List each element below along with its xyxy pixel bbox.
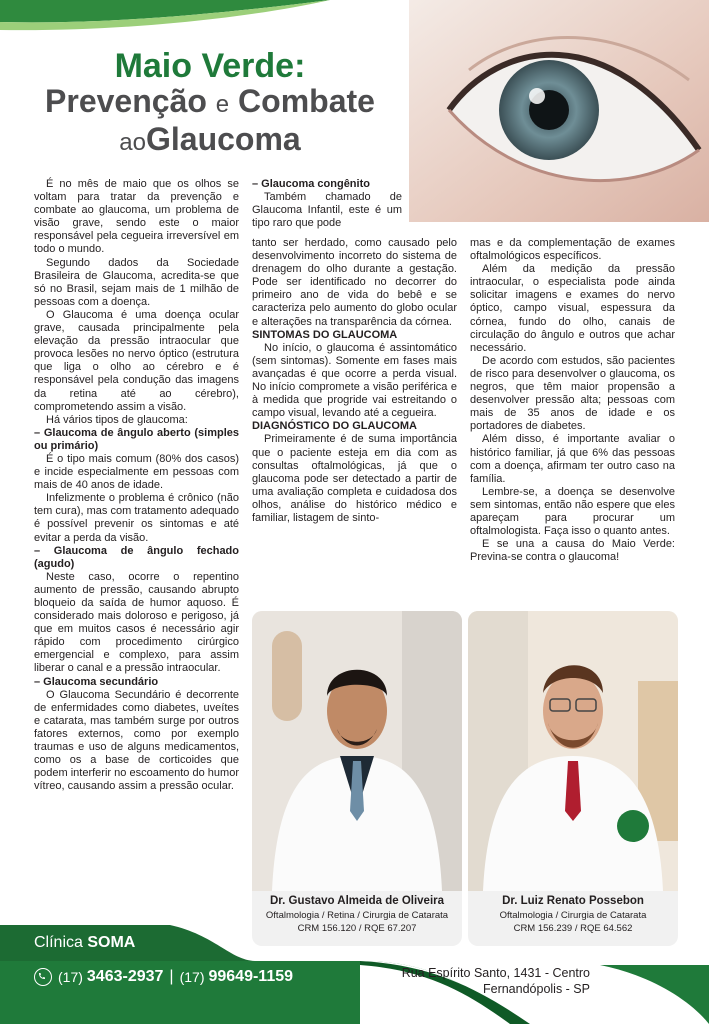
doctor-photo-1 (252, 611, 462, 891)
article-column-2-top (252, 178, 402, 230)
paragraph: De acordo com estudos, são pacientes de risco para desenvolver o glaucoma, os negros, que têm maior propensão a desenvolver pressão alta; pessoas com mais de 35 anos de idade e os portadores de diabetes. (470, 354, 675, 433)
paragraph: Infelizmente o problema é crônico (não tem cura), mas com tratamento adequado é possível prevenir os sintomas e até evitar a perda da visão. (34, 492, 239, 544)
article-column-1 (34, 178, 239, 793)
paragraph: Neste caso, ocorre o repentino aumento de pressão, causando abrupto bloqueio da saída de humor aquoso. É considerado mais doloroso e perigoso, já que em muitos casos é necessário agir rápido com procedimento cirúrgico emergencial e complexo, para assim liberar o canal e a pressão intraocular. (34, 570, 239, 675)
subsection-heading: – Glaucoma congênito (252, 178, 370, 190)
clinic-address: Rua Espírito Santo, 1431 - Centro Fernandópolis - SP (401, 966, 590, 996)
title-line-3: aoGlaucoma (119, 121, 301, 157)
whatsapp-icon (34, 968, 52, 986)
doctor-photo-2 (468, 611, 678, 891)
paragraph: Além disso, é importante avaliar o histórico familiar, já que 6% das pessoas com a doença, afirmam ter outro caso na família. (470, 433, 675, 485)
subsection-heading: – Glaucoma de ângulo aberto (simples ou primário) (34, 426, 239, 452)
paragraph: tanto ser herdado, como causado pelo desenvolvimento incorreto do sistema de drenagem do olho durante a gestação. Pode ser identificado no decorrer do primeiro ano de vida do bebê e se caracteriza pelo aumento do globo ocular e alterações na transparência da córnea. (252, 237, 457, 328)
eye-closeup-photo (409, 0, 709, 222)
paragraph: E se una a causa do Maio Verde: Previna-se contra o glaucoma! (470, 538, 675, 564)
paragraph: Lembre-se, a doença se desenvolve sem sintomas, então não espere que eles apareçam para procurar um oftalmologista. Faça isso o quanto antes. (470, 485, 675, 538)
doctor-card-1 (252, 611, 462, 946)
paragraph: No início, o glaucoma é assintomático (sem sintomas). Somente em fases mais avançadas é que ocorre a perda visual. No início compromete a visão periférica e à medida que progride vai estreitando o campo visual, levando até a cegueira. (252, 341, 457, 420)
doctor-card-2 (468, 611, 678, 946)
contact-phones: (17) 3463-2937 | (17) 99649-1159 (34, 968, 293, 986)
doctor-name: Dr. Luiz Renato Possebon (502, 895, 644, 907)
paragraph: É o tipo mais comum (80% dos casos) e incide especialmente em pessoas com mais de 40 anos de idade. (34, 452, 239, 492)
section-heading: SINTOMAS DO GLAUCOMA (252, 328, 398, 341)
paragraph: Primeiramente é de suma importância que o paciente esteja em dia com as consultas oftalmológicas, já que o glaucoma pode ser detectado a partir de uma avaliação completa e cuidadosa dos olhos, análise do histórico médico e familiar, listagem de sinto- (252, 433, 457, 524)
phone-number-1[interactable]: 3463-2937 (86, 968, 164, 985)
paragraph: O Glaucoma é uma doença ocular grave, causada principalmente pela elevação da pressão intraocular que provoca lesões no nervo óptico (estrutura que liga o olho ao cérebro e é responsável pela condução das imagens da retina até ao cérebro), comprometendo assim a visão. (34, 308, 239, 413)
paragraph: Além da medição da pressão intraocular, o especialista pode ainda solicitar imagens e exames do nervo óptico, campo visual, espessura da córnea, fundo do olho, canais de circulação do ângulo e outros que achar necessário. (470, 263, 675, 354)
paragraph: mas e da complementação de exames oftalmológicos específicos. (470, 237, 675, 263)
article-title (20, 48, 400, 160)
article-column-2 (252, 237, 457, 525)
doctor-specialty: Oftalmologia / Cirurgia de Catarata (499, 910, 647, 921)
paragraph: O Glaucoma Secundário é decorrente de enfermidades como diabetes, uveítes e catarata, mas também surge por outros fatores externos, como por exemplo traumas e uso de alguns medicamentos, como os a base de corticoides que podem interferir no escoamento do humor vítreo, causando assim a pressão ocular. (34, 688, 239, 793)
paragraph: Segundo dados da Sociedade Brasileira de Glaucoma, acredita-se que só no Brasil, sejam mais de 1 milhão de pessoas com a doença. (34, 256, 239, 308)
doctor-name: Dr. Gustavo Almeida de Oliveira (269, 895, 445, 907)
doctor-specialty: Oftalmologia / Retina / Cirurgia de Catarata (265, 910, 449, 921)
doctor-crm: CRM 156.239 / RQE 64.562 (513, 923, 633, 934)
doctor-crm: CRM 156.120 / RQE 67.207 (297, 923, 417, 934)
paragraph: Também chamado de Glaucoma Infantil, este é um tipo raro que pode (252, 191, 402, 230)
phone-number-2[interactable]: 99649-1159 (208, 968, 294, 985)
paragraph: Há vários tipos de glaucoma: (46, 413, 188, 426)
paragraph: É no mês de maio que os olhos se voltam para tratar da prevenção e combate ao glaucoma, um problema de visão grave, sendo este o maior responsável pela cegueira irreversível em todo o mundo. (34, 178, 239, 256)
article-column-3 (470, 237, 675, 564)
clinic-name: Clínica SOMA (34, 934, 136, 951)
title-line-1: Maio Verde: (114, 47, 306, 85)
title-line-2: Prevenção e Combate (45, 83, 375, 119)
subsection-heading: – Glaucoma secundário (34, 675, 159, 688)
subsection-heading: – Glaucoma de ângulo fechado (agudo) (34, 544, 239, 570)
section-heading: DIAGNÓSTICO DO GLAUCOMA (252, 420, 417, 433)
